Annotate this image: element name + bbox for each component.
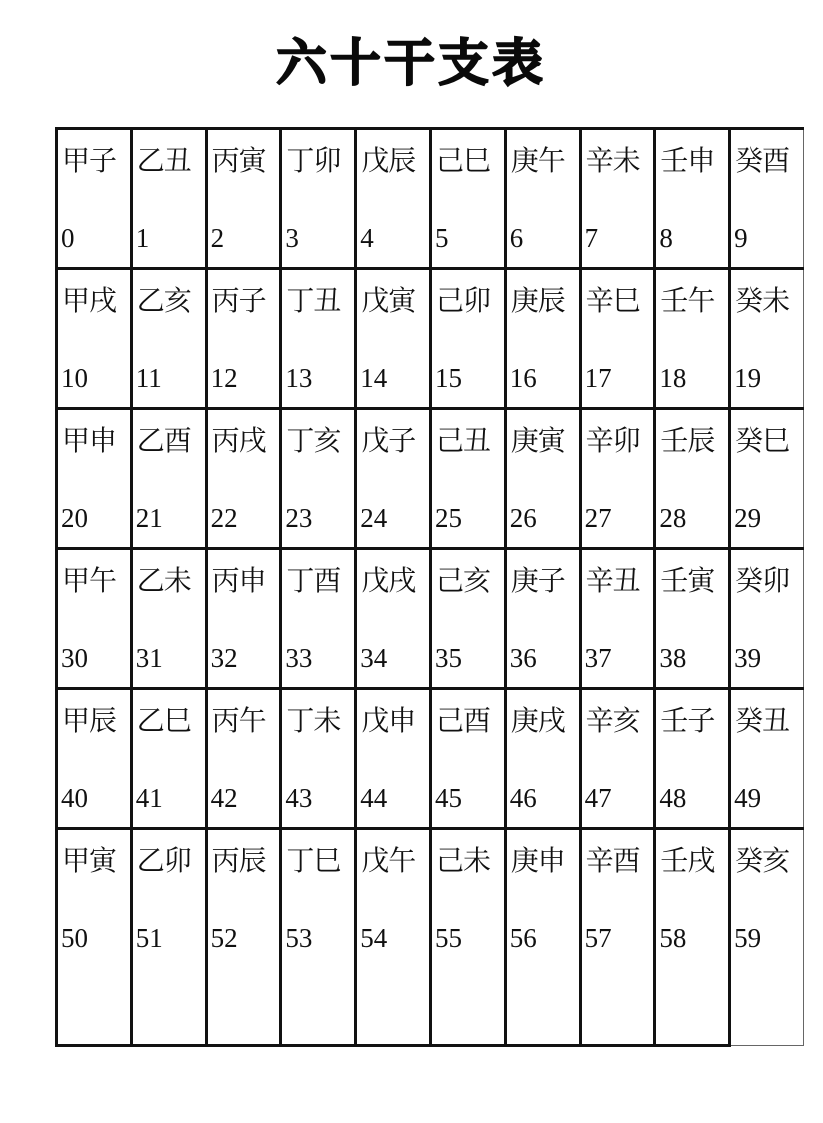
ganzhi-name: 乙酉 xyxy=(136,424,191,457)
table-cell xyxy=(206,549,281,689)
ganzhi-name: 丁丑 xyxy=(286,284,341,317)
ganzhi-name: 庚申 xyxy=(510,844,565,877)
table-cell xyxy=(505,129,580,269)
ganzhi-name: 庚寅 xyxy=(510,424,565,457)
ganzhi-number: 42 xyxy=(210,783,238,813)
table-row xyxy=(57,829,804,1046)
ganzhi-number: 14 xyxy=(360,363,388,393)
ganzhi-number: 52 xyxy=(210,923,238,953)
ganzhi-number: 13 xyxy=(285,363,313,393)
ganzhi-number: 25 xyxy=(434,503,462,533)
table-cell xyxy=(281,829,356,1046)
ganzhi-number: 22 xyxy=(210,503,238,533)
table-cell xyxy=(655,829,730,1046)
ganzhi-name: 乙亥 xyxy=(136,284,191,317)
table-cell xyxy=(430,549,505,689)
ganzhi-name: 癸卯 xyxy=(735,564,790,597)
ganzhi-name: 丙寅 xyxy=(211,144,266,177)
ganzhi-number: 48 xyxy=(659,783,687,813)
ganzhi-number: 1 xyxy=(135,223,150,253)
ganzhi-name: 戊午 xyxy=(361,844,416,877)
table-cell xyxy=(206,129,281,269)
table-cell xyxy=(131,129,206,269)
table-cell xyxy=(131,549,206,689)
ganzhi-name: 壬申 xyxy=(660,144,715,177)
table-row xyxy=(57,549,804,689)
ganzhi-name: 壬辰 xyxy=(660,424,715,457)
ganzhi-name: 辛丑 xyxy=(585,564,640,597)
table-cell xyxy=(730,829,804,1046)
table-cell xyxy=(356,409,431,549)
table-cell xyxy=(655,549,730,689)
ganzhi-name: 癸巳 xyxy=(735,424,790,457)
table-cell xyxy=(57,409,132,549)
ganzhi-number: 32 xyxy=(210,643,238,673)
ganzhi-number: 56 xyxy=(509,923,537,953)
ganzhi-number: 23 xyxy=(285,503,313,533)
table-cell xyxy=(505,689,580,829)
table-cell xyxy=(356,829,431,1046)
ganzhi-number: 59 xyxy=(734,923,762,953)
table-cell xyxy=(57,829,132,1046)
table-cell xyxy=(430,409,505,549)
ganzhi-number: 45 xyxy=(434,783,462,813)
ganzhi-name: 乙丑 xyxy=(136,144,191,177)
table-cell xyxy=(505,269,580,409)
table-cell xyxy=(356,689,431,829)
table-cell xyxy=(206,269,281,409)
table-cell xyxy=(580,549,655,689)
ganzhi-name: 甲戌 xyxy=(62,284,117,317)
ganzhi-name: 丙申 xyxy=(211,564,266,597)
ganzhi-number: 38 xyxy=(659,643,687,673)
ganzhi-number: 46 xyxy=(509,783,537,813)
ganzhi-name: 庚辰 xyxy=(510,284,565,317)
ganzhi-number: 5 xyxy=(434,223,449,253)
table-cell xyxy=(505,409,580,549)
table-cell xyxy=(430,269,505,409)
ganzhi-name: 戊子 xyxy=(361,424,416,457)
table-cell xyxy=(730,689,804,829)
ganzhi-name: 甲寅 xyxy=(62,844,117,877)
ganzhi-name: 己酉 xyxy=(435,704,490,737)
ganzhi-number: 35 xyxy=(434,643,462,673)
ganzhi-number: 7 xyxy=(584,223,599,253)
sexagenary-table xyxy=(55,127,804,1047)
ganzhi-name: 癸亥 xyxy=(735,844,790,877)
ganzhi-number: 9 xyxy=(734,223,748,253)
ganzhi-number: 41 xyxy=(135,783,163,813)
ganzhi-name: 壬子 xyxy=(660,704,715,737)
table-cell xyxy=(281,269,356,409)
table-row xyxy=(57,129,804,269)
table-cell xyxy=(131,829,206,1046)
ganzhi-name: 壬午 xyxy=(660,284,715,317)
ganzhi-number: 57 xyxy=(584,923,612,953)
ganzhi-number: 12 xyxy=(210,363,238,393)
ganzhi-name: 丁酉 xyxy=(286,564,341,597)
ganzhi-name: 甲午 xyxy=(62,564,117,597)
table-cell xyxy=(356,549,431,689)
table-cell xyxy=(730,269,804,409)
ganzhi-number: 4 xyxy=(360,223,374,253)
ganzhi-number: 51 xyxy=(135,923,163,953)
ganzhi-number: 18 xyxy=(659,363,687,393)
ganzhi-number: 37 xyxy=(584,643,612,673)
ganzhi-name: 丁亥 xyxy=(286,424,341,457)
ganzhi-name: 己巳 xyxy=(435,144,490,177)
table-cell xyxy=(281,689,356,829)
ganzhi-number: 0 xyxy=(61,223,75,253)
ganzhi-name: 戊戌 xyxy=(361,564,416,597)
ganzhi-number: 24 xyxy=(360,503,388,533)
ganzhi-name: 己未 xyxy=(435,844,490,877)
table-body xyxy=(57,129,804,1046)
ganzhi-number: 15 xyxy=(434,363,462,393)
ganzhi-name: 甲辰 xyxy=(62,704,117,737)
ganzhi-number: 30 xyxy=(61,643,88,673)
table-cell xyxy=(655,129,730,269)
table-cell xyxy=(430,129,505,269)
table-cell xyxy=(356,129,431,269)
ganzhi-number: 21 xyxy=(135,503,163,533)
table-cell xyxy=(655,409,730,549)
ganzhi-name: 辛亥 xyxy=(585,704,640,737)
ganzhi-name: 戊寅 xyxy=(361,284,416,317)
ganzhi-name: 庚戌 xyxy=(510,704,565,737)
ganzhi-number: 17 xyxy=(584,363,612,393)
ganzhi-name: 己卯 xyxy=(435,284,490,317)
table-cell xyxy=(580,689,655,829)
table-cell xyxy=(131,689,206,829)
ganzhi-name: 癸酉 xyxy=(735,144,790,177)
table-cell xyxy=(580,409,655,549)
table-cell xyxy=(580,829,655,1046)
ganzhi-name: 癸丑 xyxy=(735,704,790,737)
ganzhi-name: 辛未 xyxy=(585,144,640,177)
ganzhi-name: 丙戌 xyxy=(211,424,266,457)
ganzhi-number: 6 xyxy=(509,223,524,253)
ganzhi-number: 3 xyxy=(285,223,299,253)
ganzhi-name: 癸未 xyxy=(735,284,790,317)
ganzhi-number: 53 xyxy=(285,923,313,953)
ganzhi-number: 55 xyxy=(434,923,462,953)
ganzhi-name: 丙辰 xyxy=(211,844,266,877)
ganzhi-name: 戊辰 xyxy=(361,144,416,177)
ganzhi-name: 己亥 xyxy=(435,564,490,597)
ganzhi-name: 丁卯 xyxy=(286,144,341,177)
ganzhi-name: 辛卯 xyxy=(585,424,640,457)
table-cell xyxy=(505,829,580,1046)
ganzhi-number: 19 xyxy=(734,363,762,393)
table-cell xyxy=(730,549,804,689)
ganzhi-number: 58 xyxy=(659,923,687,953)
ganzhi-number: 40 xyxy=(61,783,88,813)
ganzhi-number: 16 xyxy=(509,363,537,393)
table-cell xyxy=(131,269,206,409)
ganzhi-name: 甲子 xyxy=(62,144,117,177)
ganzhi-name: 辛巳 xyxy=(585,284,640,317)
ganzhi-name: 庚午 xyxy=(510,144,565,177)
table-cell xyxy=(580,269,655,409)
ganzhi-number: 29 xyxy=(734,503,762,533)
ganzhi-name: 壬戌 xyxy=(660,844,715,877)
table-cell xyxy=(430,689,505,829)
table-cell xyxy=(730,129,804,269)
ganzhi-name: 辛酉 xyxy=(585,844,640,877)
ganzhi-name: 甲申 xyxy=(62,424,117,457)
page-title: 六十干支表 xyxy=(276,34,547,92)
table-cell xyxy=(57,129,132,269)
table-cell xyxy=(281,549,356,689)
table-cell xyxy=(281,129,356,269)
ganzhi-number: 8 xyxy=(659,223,673,253)
ganzhi-name: 乙巳 xyxy=(136,704,191,737)
table-cell xyxy=(57,689,132,829)
ganzhi-number: 49 xyxy=(734,783,762,813)
table-cell xyxy=(206,689,281,829)
ganzhi-number: 2 xyxy=(210,223,225,253)
ganzhi-name: 丙子 xyxy=(211,284,266,317)
ganzhi-name: 乙卯 xyxy=(136,844,191,877)
table-cell xyxy=(131,409,206,549)
table-cell xyxy=(505,549,580,689)
ganzhi-number: 11 xyxy=(135,363,162,393)
ganzhi-name: 丁未 xyxy=(286,704,341,737)
ganzhi-name: 戊申 xyxy=(361,704,416,737)
table-cell xyxy=(430,829,505,1046)
ganzhi-number: 10 xyxy=(61,363,88,393)
ganzhi-number: 28 xyxy=(659,503,687,533)
table-row xyxy=(57,409,804,549)
ganzhi-name: 乙未 xyxy=(136,564,191,597)
ganzhi-number: 20 xyxy=(61,503,88,533)
table-cell xyxy=(655,269,730,409)
ganzhi-number: 39 xyxy=(734,643,762,673)
ganzhi-name: 己丑 xyxy=(435,424,490,457)
table-cell xyxy=(281,409,356,549)
table-cell xyxy=(580,129,655,269)
ganzhi-number: 43 xyxy=(285,783,313,813)
ganzhi-number: 31 xyxy=(135,643,163,673)
ganzhi-number: 33 xyxy=(285,643,313,673)
table-cell xyxy=(57,269,132,409)
table-cell xyxy=(206,829,281,1046)
table-row xyxy=(57,689,804,829)
ganzhi-number: 50 xyxy=(61,923,88,953)
table-row xyxy=(57,269,804,409)
ganzhi-name: 壬寅 xyxy=(660,564,715,597)
ganzhi-number: 54 xyxy=(360,923,388,953)
table-cell xyxy=(57,549,132,689)
table-cell xyxy=(206,409,281,549)
ganzhi-number: 36 xyxy=(509,643,537,673)
ganzhi-name: 丁巳 xyxy=(286,844,341,877)
ganzhi-number: 47 xyxy=(584,783,612,813)
table-cell xyxy=(730,409,804,549)
ganzhi-number: 27 xyxy=(584,503,612,533)
table-cell xyxy=(356,269,431,409)
ganzhi-name: 丙午 xyxy=(211,704,266,737)
ganzhi-name: 庚子 xyxy=(510,564,565,597)
ganzhi-number: 44 xyxy=(360,783,388,813)
table-cell xyxy=(655,689,730,829)
ganzhi-number: 34 xyxy=(360,643,388,673)
ganzhi-number: 26 xyxy=(509,503,537,533)
